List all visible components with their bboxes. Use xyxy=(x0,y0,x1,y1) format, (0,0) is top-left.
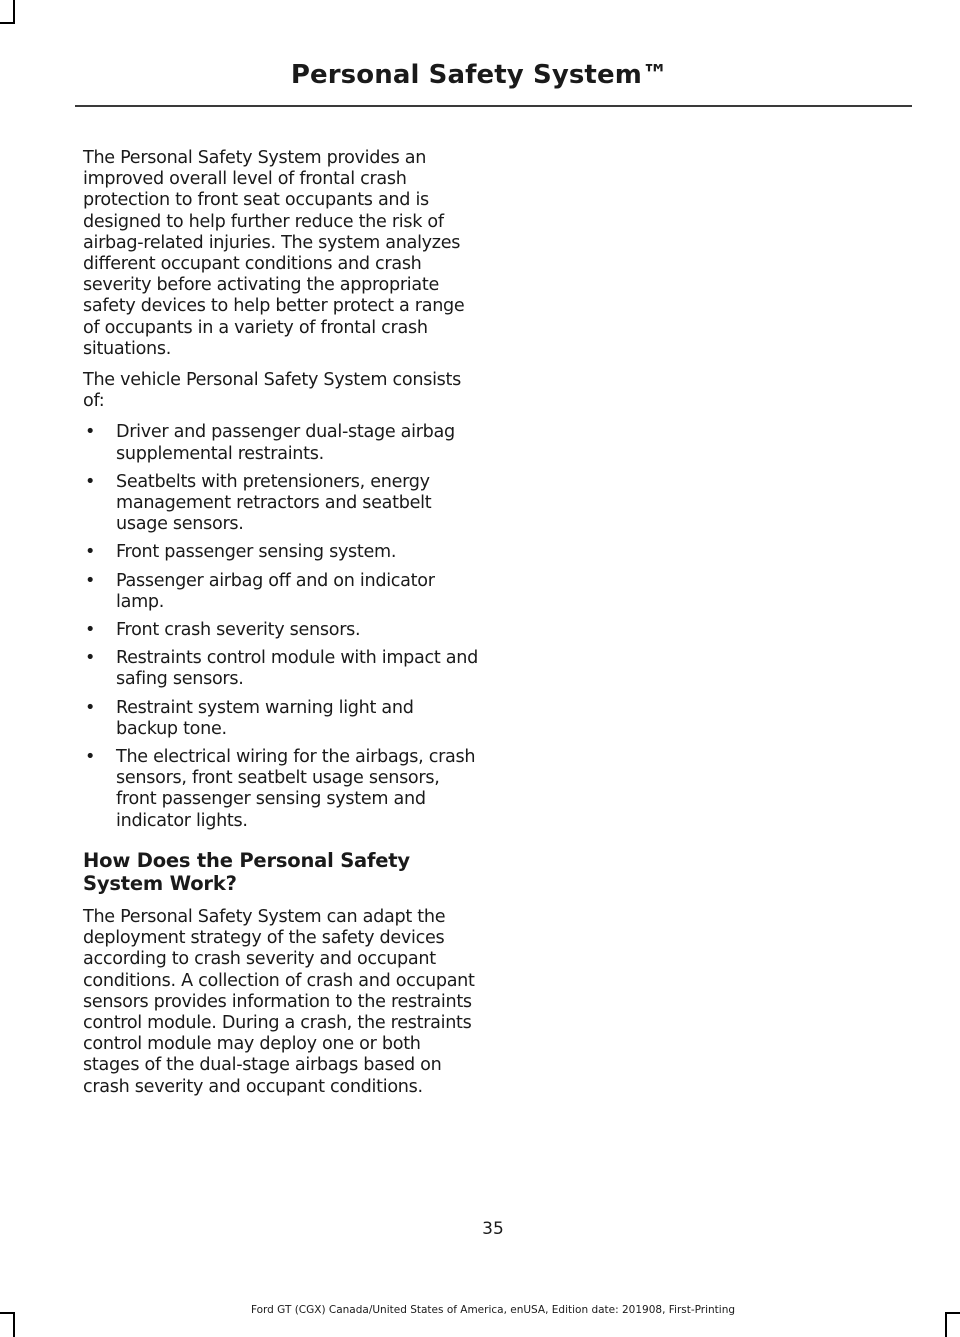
section-heading: How Does the Personal Safety System Work? xyxy=(83,848,410,895)
main-content xyxy=(83,148,479,1108)
list-item xyxy=(83,472,479,536)
bullet: • xyxy=(85,422,96,443)
list-item-text: The electrical wiring for the airbags, crash sensors, front seatbelt usage sensors, front passenger sensing system and indicator lights. xyxy=(116,747,476,831)
components-intro: The vehicle Personal Safety System consists of: xyxy=(83,370,461,412)
list-item xyxy=(83,542,479,563)
bullet: • xyxy=(85,697,96,718)
list-item-text: Front crash severity sensors. xyxy=(116,620,361,641)
bullet: • xyxy=(85,570,96,591)
list-item-text: Seatbelts with pretensioners, energy management retractors and seatbelt usage sensors. xyxy=(116,471,432,535)
bullet: • xyxy=(85,648,96,669)
bullet: • xyxy=(85,542,96,563)
header-rule xyxy=(75,105,912,107)
list-item-text: Front passenger sensing system. xyxy=(116,542,397,563)
footer-edition: Ford GT (CGX) Canada/United States of America, enUSA, Edition date: 201908, First-Printing xyxy=(250,1304,736,1316)
list-item-text: Driver and passenger dual-stage airbag supplemental restraints. xyxy=(116,422,455,464)
section-paragraph: The Personal Safety System can adapt the deployment strategy of the safety devices according to crash severity and occupant conditions. A collection of crash and occupant sensors provides information to the restraints control module. During a crash, the restraints control module may deploy one or both stages of the dual-stage airbags based on crash severity and occupant conditions. xyxy=(83,906,475,1097)
page-title: Personal Safety System™ xyxy=(290,60,668,90)
list-item xyxy=(83,648,479,690)
crop-mark-top-left-vertical xyxy=(13,0,15,24)
crop-mark-top-left-horizontal xyxy=(0,22,15,24)
list-item xyxy=(83,698,479,740)
list-item xyxy=(83,422,479,464)
list-item xyxy=(83,747,479,832)
list-item-text: Restraints control module with impact and safing sensors. xyxy=(116,648,478,690)
list-item xyxy=(83,571,479,613)
components-list xyxy=(83,422,479,831)
intro-paragraph: The Personal Safety System provides an improved overall level of frontal crash protection to front seat occupants and is designed to help further reduce the risk of airbag-related injuries. The system analyzes different occupant conditions and crash severity before activating the appropriate safety devices to help better protect a range of occupants in a variety of frontal crash situations. xyxy=(83,148,465,359)
bullet: • xyxy=(85,620,96,641)
list-item-text: Passenger airbag off and on indicator lamp. xyxy=(116,570,435,612)
bullet: • xyxy=(85,747,96,768)
bullet: • xyxy=(85,471,96,492)
list-item xyxy=(83,620,479,641)
page-number: 35 xyxy=(482,1219,504,1239)
list-item-text: Restraint system warning light and backup tone. xyxy=(116,697,414,739)
